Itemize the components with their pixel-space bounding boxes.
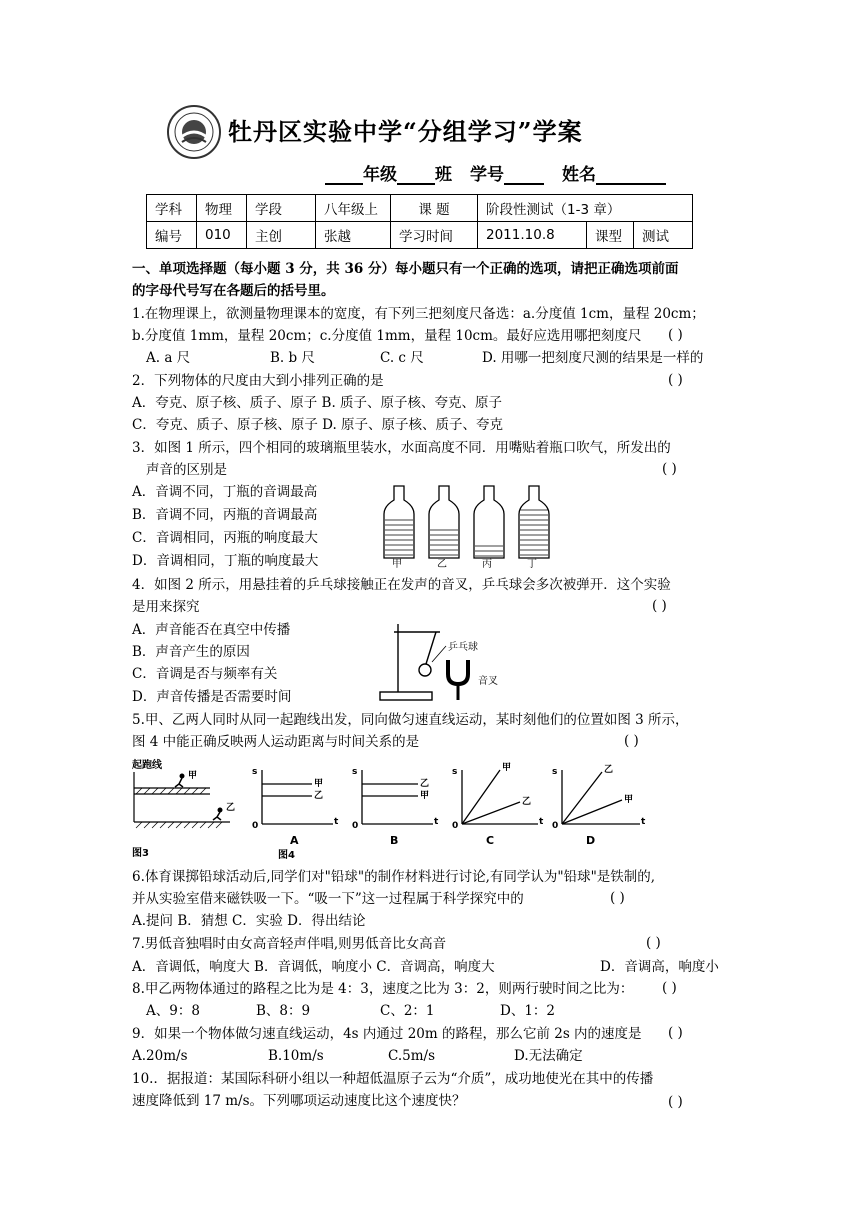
svg-text:t: t <box>539 817 544 827</box>
info-row <box>147 195 693 222</box>
info-row <box>147 222 693 249</box>
svg-text:s: s <box>452 767 458 777</box>
q3-option-b: B．音调不同，丙瓶的音调最高 <box>132 507 318 523</box>
cell: 张越 <box>316 222 391 249</box>
svg-text:0: 0 <box>252 821 259 831</box>
answer-blank: ( ) <box>668 1025 683 1041</box>
cell: 课型 <box>587 222 634 249</box>
label-fork: 音叉 <box>478 676 498 687</box>
svg-text:0: 0 <box>452 821 459 831</box>
q1-option-d: D. 用哪一把刻度尺测的结果是一样的 <box>482 350 704 366</box>
svg-text:t: t <box>434 817 439 827</box>
q4-option-b: B．声音产生的原因 <box>132 644 250 660</box>
q9-option-d: D.无法确定 <box>514 1048 583 1064</box>
q2-options: A．夸克、原子核、质子、原子 B. 质子、原子核、夸克、原子 <box>132 395 503 411</box>
q8-option-d: D、1：2 <box>500 1003 556 1019</box>
section-heading: 的字母代号写在各题后的括号里。 <box>132 283 335 299</box>
q3-text: 声音的区别是 <box>146 462 227 478</box>
q3-text: 3．如图 1 所示，四个相同的玻璃瓶里装水，水面高度不同．用嘴贴着瓶口吹气，所发出的 <box>132 440 671 456</box>
bottle-label: 丁 <box>527 559 537 568</box>
fig4-caption: 图4 <box>278 850 295 861</box>
q5-text: 5.甲、乙两人同时从同一起跑线出发，同向做匀速直线运动，某时刻他们的位置如图 3 所示， <box>132 712 689 728</box>
answer-blank: ( ) <box>624 733 639 749</box>
cell: 阶段性测试（1-3 章） <box>478 195 693 222</box>
cell: 八年级上 <box>316 195 391 222</box>
svg-text:乙: 乙 <box>314 791 324 801</box>
answer-blank: ( ) <box>646 935 661 951</box>
figure-3-runners <box>130 758 245 858</box>
q8-option-a: A、9：8 <box>146 1003 200 1019</box>
svg-text:t: t <box>641 817 646 827</box>
bottle-label: 乙 <box>437 559 447 568</box>
svg-text:甲: 甲 <box>314 779 324 789</box>
school-logo <box>166 104 222 160</box>
bottle-label: 甲 <box>392 559 402 568</box>
cell: 物理 <box>197 195 247 222</box>
q3-option-d: D．音调相同，丁瓶的响度最大 <box>132 553 319 569</box>
svg-text:0: 0 <box>352 821 359 831</box>
bottle-label: 丙 <box>482 559 492 568</box>
q2-text: 2．下列物体的尺度由大到小排列正确的是 <box>132 373 384 389</box>
cell: 2011.10.8 <box>478 222 587 249</box>
fig3-caption: 图3 <box>132 848 149 858</box>
q2-options: C．夸克、质子、原子核、原子 D. 原子、原子核、质子、夸克 <box>132 417 504 433</box>
q7-text: 7.男低音独唱时由女高音轻声伴唱,则男低音比女高音 <box>132 936 447 952</box>
svg-text:s: s <box>352 767 358 777</box>
svg-text:乙: 乙 <box>226 803 236 813</box>
q1-option-c: C. c 尺 <box>380 350 424 366</box>
figure-4-graphs <box>248 762 648 862</box>
q5-text: 图 4 中能正确反映两人运动距离与时间关系的是 <box>132 734 420 750</box>
label-ball: 乒乓球 <box>448 642 478 653</box>
svg-text:乙: 乙 <box>522 797 532 807</box>
answer-blank: ( ) <box>662 461 677 477</box>
page-title: 牡丹区实验中学“分组学习”学案 <box>228 117 583 146</box>
section-heading: 一、单项选择题（每小题 3 分，共 36 分）每小题只有一个正确的选项，请把正确选项前面 <box>132 261 679 277</box>
q3-option-a: A．音调不同，丁瓶的音调最高 <box>132 484 318 500</box>
q1-text: 1.在物理课上，欲测量物理课本的宽度，有下列三把刻度尺备选：a.分度值 1cm，量程 20cm； <box>132 306 705 322</box>
cell: 编号 <box>147 222 197 249</box>
svg-text:t: t <box>334 817 339 827</box>
q7-options: A．音调低，响度大 B．音调低，响度小 C．音调高，响度大 <box>132 959 495 975</box>
figure-1-bottles <box>380 484 560 568</box>
svg-text:甲: 甲 <box>624 795 634 805</box>
q10-text: 速度降低到 17 m/s。下列哪项运动速度比这个速度快？ <box>132 1093 466 1109</box>
q9-text: 9．如果一个物体做匀速直线运动，4s 内通过 20m 的路程，那么它前 2s 内的速度是 <box>132 1026 642 1042</box>
q7-option-d: D．音调高，响度小 <box>600 959 719 975</box>
q3-option-c: C．音调相同，丙瓶的响度最大 <box>132 530 318 546</box>
answer-blank: ( ) <box>668 327 683 343</box>
q8-option-b: B、8：9 <box>256 1003 311 1019</box>
graph-letter: C <box>486 834 495 847</box>
svg-text:s: s <box>552 767 558 777</box>
q9-option-b: B.10m/s <box>268 1048 324 1064</box>
answer-blank: ( ) <box>662 980 677 996</box>
student-info-line: 年级 班 学号 姓名 <box>325 160 666 185</box>
q4-option-c: C．音调是否与频率有关 <box>132 666 278 682</box>
graph-letter: D <box>586 834 596 847</box>
q8-text: 8.甲乙两物体通过的路程之比为是 4：3，速度之比为 3：2，则两行驶时间之比为： <box>132 981 634 997</box>
q6-options: A.提问 B．猜想 C．实验 D．得出结论 <box>132 913 366 929</box>
q9-option-a: A.20m/s <box>132 1048 188 1064</box>
svg-text:0: 0 <box>552 821 559 831</box>
figure-2-tuning-fork <box>376 620 556 704</box>
cell: 课 题 <box>391 195 478 222</box>
start-line-label: 起跑线 <box>132 760 162 771</box>
q4-option-a: A．声音能否在真空中传播 <box>132 622 291 638</box>
graph-letter: A <box>290 834 299 847</box>
svg-text:甲: 甲 <box>502 763 512 773</box>
answer-blank: ( ) <box>610 890 625 906</box>
svg-text:乙: 乙 <box>604 765 614 775</box>
answer-blank: ( ) <box>668 372 683 388</box>
q10-text: 10.．据报道：某国际科研小组以一种超低温原子云为“介质”，成功地使光在其中的传播 <box>132 1071 654 1087</box>
cell: 学科 <box>147 195 197 222</box>
cell: 学段 <box>247 195 316 222</box>
svg-text:甲: 甲 <box>420 791 430 801</box>
answer-blank: ( ) <box>668 1094 683 1110</box>
svg-text:s: s <box>252 767 258 777</box>
q1-option-b: B. b 尺 <box>270 350 315 366</box>
cell: 010 <box>197 222 247 249</box>
svg-text:甲: 甲 <box>188 771 198 781</box>
q1-option-a: A. a 尺 <box>146 350 191 366</box>
answer-blank: ( ) <box>652 598 667 614</box>
q4-option-d: D．声音传播是否需要时间 <box>132 689 292 705</box>
q1-text: b.分度值 1mm，量程 20cm；c.分度值 1mm，量程 10cm。最好应选用哪把刻度尺 <box>132 328 642 344</box>
q6-text: 6.体育课掷铅球活动后,同学们对"铅球"的制作材料进行讨论,有同学认为"铅球"是铁制的, <box>132 869 656 885</box>
svg-text:乙: 乙 <box>420 779 430 789</box>
q8-option-c: C、2：1 <box>380 1003 435 1019</box>
q9-option-c: C.5m/s <box>388 1048 436 1064</box>
q4-text: 4．如图 2 所示，用悬挂着的乒乓球接触正在发声的音叉，乒乓球会多次被弹开．这个实验 <box>132 577 671 593</box>
cell: 主创 <box>247 222 316 249</box>
graph-letter: B <box>390 834 399 847</box>
q4-text: 是用来探究 <box>132 599 200 615</box>
info-table <box>146 194 693 249</box>
q6-text: 并从实验室借来磁铁吸一下。“吸一下”这一过程属于科学探究中的 <box>132 891 524 907</box>
cell: 测试 <box>634 222 693 249</box>
cell: 学习时间 <box>391 222 478 249</box>
